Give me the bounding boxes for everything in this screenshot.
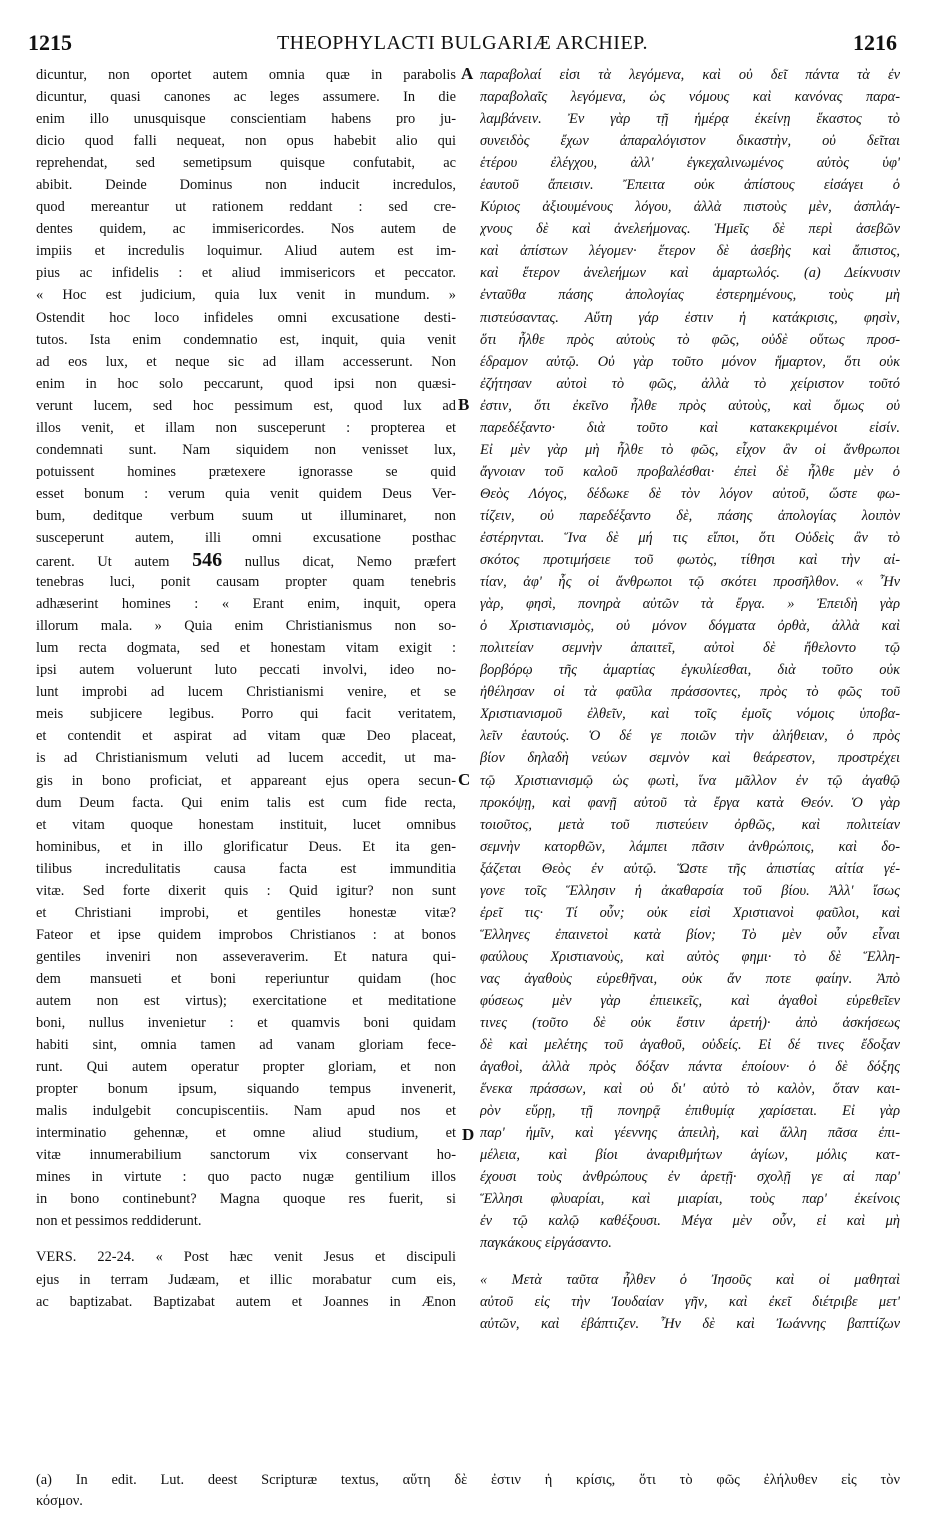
text-line: potuissent homines prætexere ignorasse se quid [36, 463, 456, 480]
text-line: ipsi autem voluerunt luto peccati involvi, ideo no- [36, 662, 456, 679]
text-line: χνους δὲ καὶ ἀνελεήμονας. Ἡμεῖς δὲ περὶ ἀσεβῶν [480, 221, 900, 238]
text-line: σκότος προτιμήσειε τοῦ φωτὸς, τίθησι καὶ τὴν αἰ- [480, 552, 900, 569]
text-line: λεῖν ἑαυτούς. Ὁ δέ γε ποιῶν τὴν ἀλήθειαν, ὁ πρὸς [480, 728, 900, 745]
greek-column [480, 64, 900, 1335]
text-line: βίον δηλαδὴ νεύων σεμνὸν καὶ θεάρεστον, προστρέχει [480, 750, 900, 767]
text-line: ἐν τῷ καλῷ καθέξουσι. Μέγα μὲν οὖν, εἰ καὶ μὴ [480, 1213, 900, 1230]
text-line: Ἕλληνες ἐπαινετοὶ κατὰ βίον; Τὸ μὲν οὖν εἶναι [480, 926, 900, 943]
text-line: is ad Christianismum veluti ad lucem accedit, ut ma- [36, 750, 456, 767]
text-line: tenebras luci, ponit causam propter quam tenebris [36, 574, 456, 591]
footnote [36, 1470, 900, 1512]
text-line: καὶ ἕτερον ἀνελεήμων καὶ ἁμαρτωλός. (a) Δείκνυσιν [480, 265, 900, 282]
text-line: Κύριος ἀξιουμένους λόγου, ἀλλὰ πιστοὺς μὲν, ἀσπλάγ- [480, 199, 900, 216]
text-line: malis indulgebit concupiscentiis. Nam apud nos et [36, 1103, 456, 1120]
text-line: et vitam quoque honestam instituit, lucet omnibus [36, 816, 456, 833]
text-line: ἄγνοιαν τοῦ καλοῦ προβαλέσθαι· ἐπεὶ δὲ ἦλθε μὲν ὁ [480, 463, 900, 480]
verse-line: ac baptizabat. Baptizabat autem et Joannes in Ænon [36, 1293, 456, 1310]
text-line: adhæserint homines : « Erant enim, inquit, opera [36, 596, 456, 613]
text-line: non et pessimos reddiderunt. [36, 1213, 202, 1230]
text-line: lum recta dogmata, sed et honestam vitam exigit : [36, 640, 456, 657]
text-line: ἕνεκα πράσσων, καὶ οὐ δι' αὐτὸ τὸ καλὸν, ὅταν και- [480, 1081, 900, 1098]
text-line: λαμβάνειν. Ἐν γὰρ τῇ ἡμέρᾳ ἐκείνῃ ἕκαστος τὸ [480, 111, 900, 128]
text-line: « Hoc est judicium, quia lux venit in mundum. » [36, 287, 456, 304]
text-line: enim illo unusquisque conscientiam habens pro ju- [36, 111, 456, 128]
text-line: reprehendat, sed semetipsum quisque confutabit, ac [36, 155, 456, 172]
text-line: dentes quidem, ac immisericordes. Nos autem de [36, 221, 456, 238]
section-marker-b: B [458, 395, 470, 414]
text-line: Ἕλλησι φλυαρίαι, καὶ μιαρίαι, τοὺς παρ' ἐκείνοις [480, 1191, 900, 1208]
text-line: boni, nullus invenietur : et quamvis boni quidam [36, 1015, 456, 1032]
text-line: ἀγαθοὶ, ἀλλὰ πρὸς δόξαν πάντα ἐποίουν· ὁ δὲ δόξης [480, 1059, 900, 1076]
section-marker-a: A [461, 64, 474, 83]
text-line: impiis et incredulis loquimur. Aliud autem est im- [36, 243, 456, 260]
text-line: carent. Ut autem 546 nullus dicat, Nemo præfert [36, 549, 456, 572]
text-line: vitæ innumerabilium sanctorum vix conservant ho- [36, 1147, 456, 1164]
text-line: vitæ. Sed forte dixerit quis : Quid igitur? non sunt [36, 882, 456, 899]
text-line: συνειδὸς ἔχων ἀπαραλόγιστον δικαστὴν, οὐ δεῖται [480, 133, 900, 150]
text-line: Χριστιανισμοῦ ἐλθεῖν, καὶ τοῖς ἐμοῖς νόμοις ὑποβα- [480, 706, 900, 723]
footnote-line: κόσμον. [36, 1493, 83, 1509]
text-line: dicuntur, non oportet autem omnia quæ in parabolis [36, 67, 456, 83]
text-line: παραβολαῖς λεγόμενα, ὡς νόμους καὶ κανόνας παρα- [480, 89, 900, 106]
verse-line: αὐτοῦ εἰς τὴν Ἰουδαίαν γῆν, καὶ ἐκεῖ διέτριβε μετ' [480, 1293, 900, 1310]
text-line: προκόψῃ, καὶ φανῇ αὐτοῦ τὰ ἔργα κατὰ Θεόν. Ὁ γὰρ [480, 794, 900, 811]
text-line: interminatio gehennæ, et omne aliud studium, et [36, 1125, 456, 1142]
text-line: φύσεως μὲν γὰρ ἐπιεικεῖς, καὶ ἀγαθοὶ εὑρεθεῖεν [480, 992, 900, 1009]
text-line: πολιτείαν σεμνὴν ἀπαιτεῖ, αὐτοὶ δὲ ἤθελοντο τῷ [480, 640, 900, 657]
section-marker-d: D [462, 1125, 475, 1144]
text-line: μέλεια, καὶ βίοι ἀναριθμήτων ἁγίων, μόλις κατ- [480, 1147, 900, 1164]
text-line: Fateor et ipse quidem improbos Christianos : at bonos [36, 926, 456, 943]
verse-line: ejus in terram Judæam, et illic morabatur cum eis, [36, 1271, 456, 1288]
text-line: habiti sint, omnia tamen ad vanam gloriam fece- [36, 1037, 456, 1054]
text-line: in bono continebunt? Magna quoque res fuerit, si [36, 1191, 456, 1208]
running-title: THEOPHYLACTI BULGARIÆ ARCHIEP. [276, 32, 649, 54]
text-line: φαύλους Χριστιανοὺς, καὶ αὐτὸς φημι· τὸ δὲ Ἕλλη- [480, 948, 900, 965]
text-line: Θεὸς Λόγος, δέδωκε δὲ τὸν λόγον αὐτοῦ, ὥστε φω- [480, 485, 900, 502]
text-line: ἐστέρηνται. Ἵνα δὲ μή τις εἴποι, ὅτι Οὐδεὶς ἂν τὸ [480, 529, 900, 546]
text-line: runt. Qui autem operatur propter gloriam, et non [36, 1059, 456, 1076]
section-marker-c: C [458, 770, 471, 789]
text-line: dicio quod falli nequeat, non opus habebit alio qui [36, 133, 456, 150]
footnote-line: (a) In edit. Lut. deest Scripturæ textus, αὕτη δὲ ἐστιν ἡ κρίσις, ὅτι τὸ φῶς ἐλήλυθεν εἰς τὸν [36, 1472, 900, 1488]
text-line: δὲ καὶ μελέτης τοῦ ἀγαθοῦ, οὐδείς. Εἰ δέ τινες ἔδοξαν [480, 1037, 900, 1054]
text-line: ρὸν εὕρῃ, τῇ πονηρᾷ ἐπιθυμίᾳ χαρίσεται. Εἰ γὰρ [480, 1103, 900, 1120]
text-line: pius ac infidelis : et aliud immisericors et peccator. [36, 265, 456, 282]
text-line: παραβολαί εἰσι τὰ λεγόμενα, καὶ οὐ δεῖ πάντα τὰ ἐν [480, 67, 900, 83]
text-line: gentiles inveniri non asseveraverim. Et natura qui- [36, 948, 456, 965]
text-line: νας ἀγαθοὺς εὑρεθῆναι, οὐκ ἄν ποτε φαίην. Ἀπὸ [480, 970, 900, 987]
text-line: quod mereantur ut rationem reddant : sed cre- [36, 199, 456, 216]
text-line: ὁ Χριστιανισμὸς, οὐ μόνον δόγματα ὀρθὰ, ἀλλὰ καὶ [480, 618, 900, 635]
text-line: dicuntur, quasi canones ac leges assumere. In die [36, 89, 456, 106]
page-reference-number: 546 [192, 549, 223, 572]
text-line: autem non est virtus); exercitatione et meditatione [36, 992, 456, 1009]
text-line: καὶ ἀπίστων λέγομεν· ἕτερον δὲ ἀσεβὴς καὶ ἄπιστος, [480, 243, 900, 260]
text-line: τίζειν, οὐ παρεδέξαντο δὲ, πάσης ἀπολογίας λοιπὸν [480, 507, 900, 524]
text-line: τινες (τοῦτο δὲ οὐκ ἔστιν ἀρετή)· ἀπὸ ἀσκήσεως [480, 1015, 900, 1032]
text-line: ἐστιν, ὅτι ἐκεῖνο ἦλθε πρὸς αὐτοὺς, καὶ ὅμως οὐ [480, 397, 900, 414]
text-line: τοιοῦτος, μετὰ τοῦ πιστεύειν ὀρθῶς, καὶ πολιτείαν [480, 816, 900, 833]
text-line: propter bonum ipsum, siquando tempus invenerit, [36, 1081, 456, 1098]
text-line: illorum mala. » Quia enim Christianismus non so- [36, 618, 456, 635]
text-line: tilibus incredulitatis causa facta est immunditia [36, 860, 456, 877]
text-line: gis in bono proficiat, et appareant ejus opera secun- [36, 772, 456, 789]
left-column-number: 1215 [28, 30, 72, 55]
text-line: έδραμον αὐτῷ. Οὐ γὰρ τοῦτο μόνον ἥμαρτον, ὅτι οὐκ [480, 353, 900, 370]
text-line: condemnati sunt. Nam siquidem non venisset lux, [36, 441, 456, 458]
text-line: βορβόρῳ τῆς ἁμαρτίας ἐγκυλίεσθαι, διὰ τοῦτο οὐκ [480, 662, 900, 679]
text-line: lunt improbi ad lucem Christianismi venire, et se [36, 684, 456, 701]
text-line: Εἰ μὲν γὰρ μὴ ἦλθε τὸ φῶς, εἶχον ἂν οἱ ἄνθρωποι [480, 441, 900, 458]
text-line: ἐρεῖ τις· Τί οὖν; οὐκ εἰσὶ Χριστιανοὶ φαῦλοι, καὶ [480, 904, 900, 921]
text-line: dum Deum facta. Qui enim talis est cum fide recta, [36, 794, 456, 811]
text-line: mines in virtute : quo pacto nugæ gentilium illos [36, 1169, 456, 1186]
text-line: ἠθέλησαν οἱ τὰ φαῦλα πράσσοντες, πρὸς τὸ φῶς τοῦ [480, 684, 900, 701]
right-column-number: 1216 [853, 30, 897, 55]
text-line: ἑτέρου ἐλέγχου, ἀλλ' ἐγκεχαλινωμένος αὐτὸς ὑφ' [480, 155, 900, 172]
text-line: meis subjicere legibus. Porro qui facit veritatem, [36, 706, 456, 723]
text-line: γονε τοῖς Ἕλλησιν ἡ ἀκαθαρσία τοῦ βίου. Ἀλλ' ἴσως [480, 882, 900, 899]
text-line: susceperunt autem, illi omni excusatione posthac [36, 529, 456, 546]
text-line: παρ' ἡμῖν, καὶ γέεννης ἀπειλὴ, καὶ ἄλλη πᾶσα ἐπι- [480, 1125, 900, 1142]
text-line: ἐνταῦθα πάσης ἀπολογίας ἐστερημένους, τοὺς μὴ [480, 287, 900, 304]
text-line: γὰρ, φησὶ, πονηρὰ αὐτῶν τὰ ἔργα. » Ἐπειδὴ γὰρ [480, 596, 900, 613]
text-line: bum, deditque verbum suum ut illuminaret, non [36, 507, 456, 524]
text-line: ἐζήτησαν αὐτοὶ τὸ φῶς, ἀλλὰ τὸ χείριστον τοῦτό [480, 375, 900, 392]
latin-column [36, 64, 456, 1313]
text-line: dem mansueti et boni reperiuntur quidam (hoc [36, 970, 456, 987]
text-line: enim in hoc solo peccarunt, quod ipsi non quæsi- [36, 375, 456, 392]
text-line: πιστεύσαντας. Αὕτη γάρ ἐστιν ἡ κατάκρισις, φησὶν, [480, 309, 900, 326]
text-line: σεμνὴν κατορθῶν, λάμπει πᾶσιν ἀνθρώποις, καὶ δο- [480, 838, 900, 855]
text-line: παρεδέξαντο· διὰ τοῦτο καὶ κατακεκριμένοι εἰσίν. [480, 419, 900, 436]
text-line: ξάζεται Θεὸς ἐν αὐτῷ. Ὥστε τῆς ἀπιστίας αἰτία γέ- [480, 860, 900, 877]
page-header [28, 30, 897, 58]
text-line: ad eos lux, et neque sic ad illam accesserunt. Non [36, 353, 456, 370]
text-line: et Christiani improbi, et gentiles honestæ vitæ? [36, 904, 456, 921]
text-line: ἑαυτοῦ ἄπεισιν. Ἔπειτα οὐκ ἀπίστους εἰσάγει ὁ [480, 177, 900, 194]
text-line: hominibus, et in illo glorificatur Deus. Et ita gen- [36, 838, 456, 855]
text-line: παγκάκους εἰργάσαντο. [480, 1235, 612, 1252]
text-line: et contendit et aspirat ad vitam quæ Deo placeat, [36, 728, 456, 745]
text-line: τῷ Χριστιανισμῷ ὡς φωτὶ, ἵνα μᾶλλον ἐν τῷ ἀγαθῷ [480, 772, 900, 789]
verse-line: αὐτῶν, καὶ ἐβάπτιζεν. Ἦν δὲ καὶ Ἰωάννης βαπτίζων [480, 1315, 900, 1332]
text-line: έχουσι τοὺς ἀνθρώπους ἐν ἀρετῇ· σχολῇ γε αἱ παρ' [480, 1169, 900, 1186]
text-line: τίαν, ἀφ' ἧς οἱ ἄνθρωποι τῷ σκότει προσῆλθον. « Ἦν [480, 574, 900, 591]
text-line: ὅτι ἦλθε πρὸς αὐτοὺς τὸ φῶς, οὐδὲ οὕτως προσ- [480, 331, 900, 348]
text-line: illos venit, et illam non susceperunt : propterea et [36, 419, 456, 436]
verse-line: VERS. 22-24. « Post hæc venit Jesus et discipuli [36, 1249, 456, 1266]
text-line: tutos. Ista enim condemnatio est, inquit, quia venit [36, 331, 456, 348]
verse-line: « Μετὰ ταῦτα ἦλθεν ὁ Ἰησοῦς καὶ οἱ μαθηταὶ [480, 1271, 900, 1288]
text-line: Ostendit hoc loco infideles omni excusatione desti- [36, 309, 456, 326]
text-line: esset bonum : verum quia venit quidem Deus Ver- [36, 485, 456, 502]
text-line: verunt lucem, sed hoc pessimum est, quod lux ad [36, 397, 456, 414]
text-line: abibit. Deinde Dominus non inducit incredulos, [36, 177, 456, 194]
